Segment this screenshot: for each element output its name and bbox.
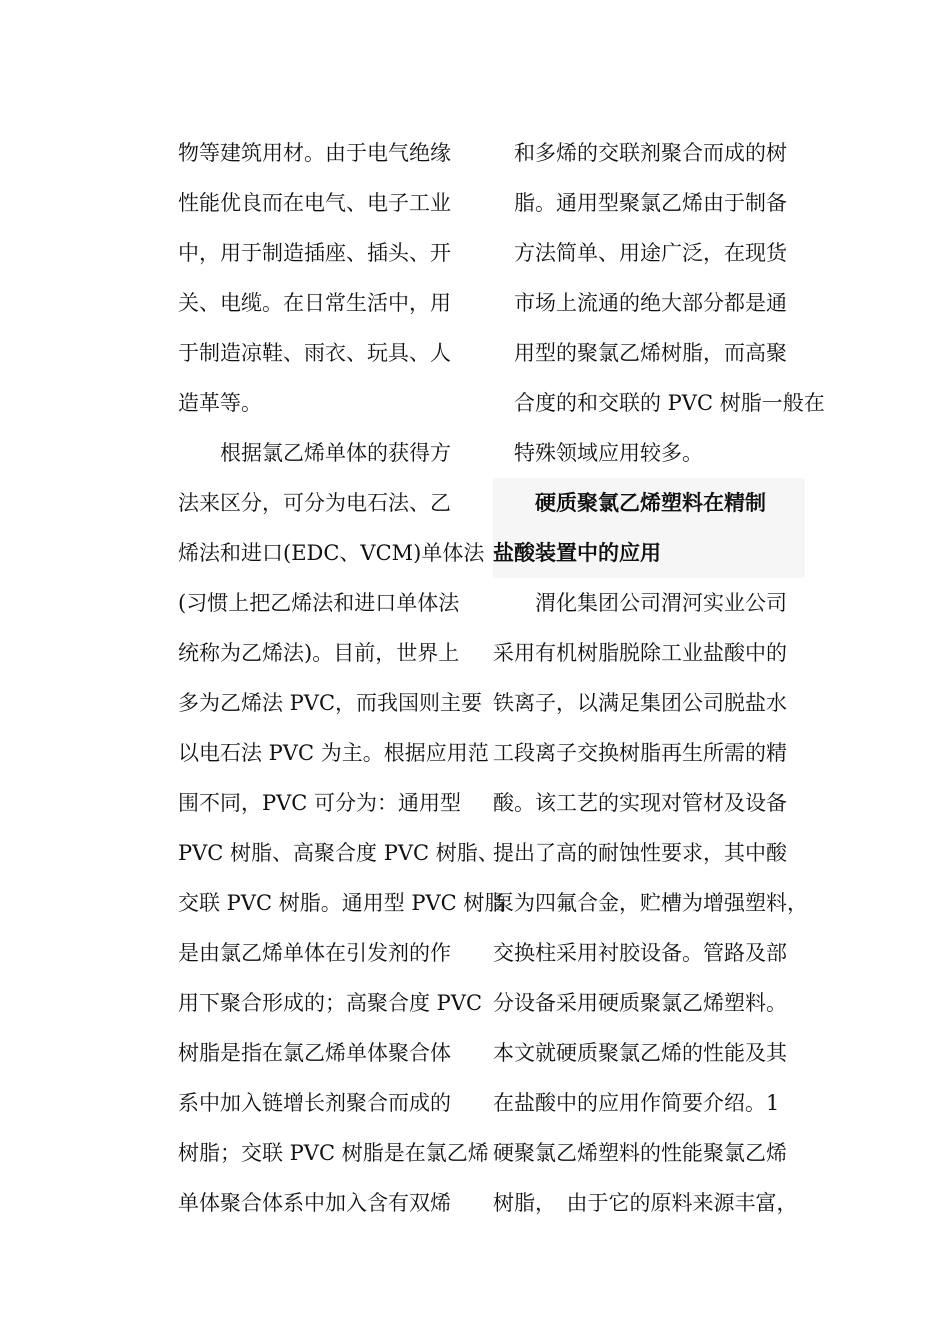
text-line: 用下聚合形成的；高聚合度 PVC <box>178 991 483 1015</box>
text-line: 烯法和进口(EDC、VCM)单体法 <box>178 541 485 565</box>
text-line: 在盐酸中的应用作简要介绍。1 <box>493 1091 780 1115</box>
text-line: 泵为四氟合金，贮槽为增强塑料， <box>493 891 808 915</box>
right-text-column <box>493 128 823 1228</box>
text-line: 市场上流通的绝大部分都是通 <box>493 291 787 315</box>
text-line: 系中加入链增长剂聚合而成的 <box>178 1091 451 1115</box>
text-line: 工段离子交换树脂再生所需的精 <box>493 741 787 765</box>
text-line: 是由氯乙烯单体在引发剂的作 <box>178 941 451 965</box>
text-line: (习惯上把乙烯法和进口单体法 <box>178 591 460 615</box>
text-line: 树脂是指在氯乙烯单体聚合体 <box>178 1041 451 1065</box>
text-line: 硬聚氯乙烯塑料的性能聚氯乙烯 <box>493 1141 787 1165</box>
text-line: 树脂， 由于它的原料来源丰富， <box>493 1191 798 1215</box>
text-line: 法来区分，可分为电石法、乙 <box>178 491 451 515</box>
text-line: 单体聚合体系中加入含有双烯 <box>178 1191 451 1215</box>
text-line: 合度的和交联的 PVC 树脂一般在 <box>493 391 825 415</box>
text-line: 多为乙烯法 PVC，而我国则主要 <box>178 691 483 715</box>
text-line: PVC 树脂、高聚合度 PVC 树脂、 <box>178 841 499 865</box>
text-line: 方法简单、用途广泛，在现货 <box>493 241 787 265</box>
text-line: 根据氯乙烯单体的获得方 <box>178 441 451 465</box>
text-line: 本文就硬质聚氯乙烯的性能及其 <box>493 1041 787 1065</box>
section-heading <box>493 478 805 578</box>
text-line: 和多烯的交联剂聚合而成的树 <box>493 141 787 165</box>
text-line: 性能优良而在电气、电子工业 <box>178 191 451 215</box>
text-line: 分设备采用硬质聚氯乙烯塑料。 <box>493 991 787 1015</box>
text-line: 脂。通用型聚氯乙烯由于制备 <box>493 191 787 215</box>
left-text-column <box>178 128 506 1228</box>
text-line: 中，用于制造插座、插头、开 <box>178 241 451 265</box>
text-line: 采用有机树脂脱除工业盐酸中的 <box>493 641 787 665</box>
section-heading-line: 硬质聚氯乙烯塑料在精制 <box>493 491 766 515</box>
text-line: 于制造凉鞋、雨衣、玩具、人 <box>178 341 451 365</box>
text-line: 交联 PVC 树脂。通用型 PVC 树脂 <box>178 891 506 915</box>
text-line: 酸。该工艺的实现对管材及设备 <box>493 791 787 815</box>
text-line: 树脂；交联 PVC 树脂是在氯乙烯 <box>178 1141 489 1165</box>
text-line: 铁离子，以满足集团公司脱盐水 <box>493 691 787 715</box>
text-line: 用型的聚氯乙烯树脂，而高聚 <box>493 341 787 365</box>
text-line: 围不同，PVC 可分为：通用型 <box>178 791 462 815</box>
text-line: 统称为乙烯法)。目前，世界上 <box>178 641 460 665</box>
section-heading-line: 盐酸装置中的应用 <box>493 541 661 565</box>
text-line: 关、电缆。在日常生活中，用 <box>178 291 451 315</box>
text-line: 交换柱采用衬胶设备。管路及部 <box>493 941 787 965</box>
text-line: 造革等。 <box>178 391 262 415</box>
text-line: 物等建筑用材。由于电气绝缘 <box>178 141 451 165</box>
text-line: 特殊领域应用较多。 <box>493 441 703 465</box>
text-line: 渭化集团公司渭河实业公司 <box>493 591 787 615</box>
text-line: 提出了高的耐蚀性要求，其中酸 <box>493 841 787 865</box>
text-line: 以电石法 PVC 为主。根据应用范 <box>178 741 489 765</box>
